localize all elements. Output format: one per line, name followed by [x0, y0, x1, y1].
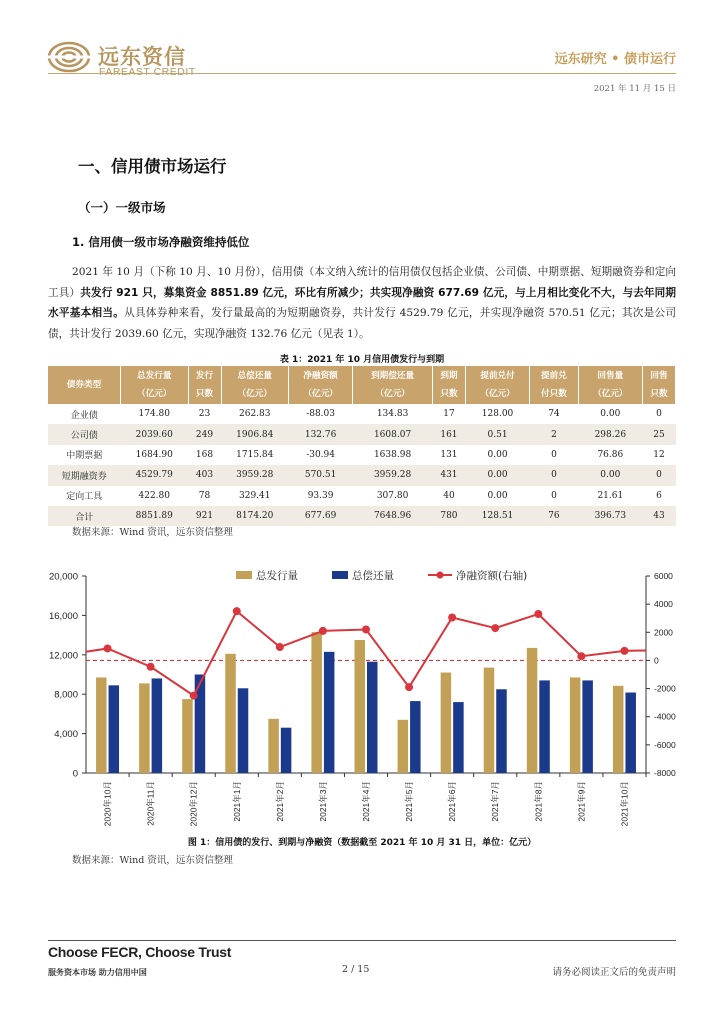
table-row [48, 486, 676, 506]
repayment-bar [496, 689, 507, 773]
issuance-bar [355, 640, 366, 773]
table-cell: 2 [530, 424, 579, 444]
table-header-cell [353, 366, 433, 404]
table-cell: 396.73 [578, 506, 642, 526]
header-line: 只数 [195, 389, 214, 399]
table-cell: 1684.90 [135, 449, 173, 460]
x-tick-label: 2021年10月 [619, 781, 630, 827]
table-row [48, 424, 676, 444]
header-line: 债券类型 [66, 380, 102, 390]
issuance-bar [268, 719, 279, 773]
footer-slogan: Choose FECR, Choose Trust [48, 944, 232, 960]
table-cell: 3959.28 [353, 465, 433, 485]
logo-text: 远东资信 [98, 45, 186, 69]
repayment-bar [238, 688, 249, 773]
right-tick-label: 0 [654, 655, 659, 666]
table-cell: 921 [188, 506, 221, 526]
bond-type-cell: 中期票据 [66, 451, 103, 462]
issuance-bar [613, 686, 624, 773]
table-header-cell [642, 366, 675, 404]
bond-type-cell: 企业债 [70, 410, 98, 421]
issuance-bar [96, 677, 107, 773]
table-cell: 21.61 [597, 490, 624, 501]
header-line: 只数 [440, 389, 458, 399]
header-line: 总偿还量 [237, 371, 272, 381]
table-header-cell [578, 366, 642, 404]
legend-label: 总发行量 [256, 570, 298, 582]
table-cell: 8174.20 [221, 506, 289, 526]
header-line: （亿元） [237, 389, 272, 399]
table-cell: 0.00 [578, 465, 642, 485]
logo-english: FAREAST CREDIT [99, 66, 196, 78]
net-financing-point [147, 663, 155, 671]
table-cell: 7648.96 [353, 506, 433, 526]
table-cell: 0.00 [465, 465, 529, 485]
legend-marker [437, 572, 444, 579]
header-line: 净融资额 [303, 371, 338, 381]
report-tag: 远东研究 • 债市运行 [554, 52, 676, 67]
x-tick-label: 2021年8月 [533, 781, 544, 822]
right-tick-label: -8000 [654, 768, 676, 778]
header-divider [48, 73, 676, 74]
left-tick-label: 12,000 [48, 650, 78, 662]
bond-type-cell: 公司债 [48, 424, 121, 444]
table-cell: 2039.60 [121, 424, 189, 444]
net-financing-point [276, 643, 284, 651]
table-row [48, 445, 676, 465]
repayment-bar [582, 680, 593, 773]
table-row [48, 404, 676, 424]
table-cell: 0 [551, 490, 557, 501]
header-line: 到期偿还量 [371, 371, 415, 381]
table-header-cell [530, 366, 579, 404]
left-tick-label: 4,000 [54, 729, 78, 741]
repayment-bar [539, 680, 550, 773]
table-cell: 12 [653, 449, 665, 460]
table-cell: -30.94 [306, 449, 335, 460]
repayment-bar [367, 662, 378, 773]
table-cell: 132.76 [289, 424, 353, 444]
table-cell: 307.80 [376, 490, 409, 501]
header-line: 到期 [440, 371, 458, 381]
issuance-bar [182, 699, 193, 773]
table-cell: 174.80 [138, 409, 170, 420]
table-cell: 43 [642, 506, 675, 526]
table-cell: 0 [530, 465, 579, 485]
header-line: 提前兑付 [480, 371, 515, 381]
repayment-bar [410, 701, 421, 773]
table-cell: 780 [432, 506, 465, 526]
issuance-bar [398, 720, 409, 773]
table-cell: 76 [530, 506, 579, 526]
table-cell: 161 [432, 424, 465, 444]
table-cell: 76.86 [597, 449, 624, 460]
x-tick-label: 2021年1月 [231, 781, 242, 822]
para-text-1: 2021 年 10 月（下称 10 月、10 月份），信用债（本文纳入统计的信用债仅包括企业债、公司债、中期票据、短期融资券和定向工具） [48, 266, 676, 299]
x-tick-label: 2021年6月 [447, 781, 458, 822]
right-tick-label: 6000 [654, 571, 673, 581]
repayment-bar [152, 678, 163, 773]
table-cell: 128.51 [465, 506, 529, 526]
table-cell: 4529.79 [121, 465, 189, 485]
table-cell: 17 [443, 409, 455, 420]
header-line: （亿元） [303, 389, 338, 399]
table-cell: 0 [656, 409, 662, 420]
issuance-bar [139, 683, 150, 773]
table-cell: 0 [551, 449, 557, 460]
issuance-bar [225, 654, 236, 773]
body-paragraph [48, 262, 676, 344]
footer-subslogan: 服务资本市场 助力信用中国 [48, 968, 147, 977]
header-line: （亿元） [137, 389, 172, 399]
table-header-cell [289, 366, 353, 404]
net-financing-point [233, 607, 241, 615]
issuance-bar [570, 677, 581, 773]
table-cell: 6 [656, 490, 662, 501]
net-financing-point [405, 683, 413, 691]
x-tick-label: 2020年10月 [102, 781, 113, 827]
legend-swatch [332, 571, 348, 579]
table-cell: 1638.98 [373, 449, 412, 460]
header-line: （亿元） [593, 389, 628, 399]
issuance-chart [0, 560, 724, 832]
table-header-cell [188, 366, 221, 404]
x-tick-label: 2021年2月 [274, 781, 285, 822]
subsection-heading: （一）一级市场 [78, 200, 166, 215]
right-tick-label: 2000 [654, 627, 673, 638]
net-financing-point [620, 647, 628, 655]
table-header-cell [221, 366, 289, 404]
bond-type-cell: 合计 [48, 506, 121, 526]
header-line: 只数 [650, 389, 668, 399]
table-cell: 25 [642, 424, 675, 444]
table-caption: 表 1：2021 年 10 月信用债发行与到期 [279, 355, 445, 365]
table-cell: 1715.84 [236, 449, 274, 460]
table-cell: 403 [188, 465, 221, 485]
table-cell: 0.00 [487, 490, 508, 501]
right-tick-label: -6000 [654, 739, 676, 750]
figure-caption: 图 1：信用债的发行、到期与净融资（数据截至 2021 年 10 月 31 日，单位：亿元） [187, 838, 537, 848]
table-cell: 0.00 [487, 449, 508, 460]
header-line: 发行 [195, 371, 214, 381]
table-cell: 134.83 [376, 409, 409, 420]
x-tick-label: 2020年11月 [145, 781, 156, 826]
repayment-bar [625, 693, 636, 773]
net-financing-point [362, 625, 370, 633]
left-tick-label: 0 [72, 768, 78, 780]
report-date: 2021 年 11 月 15 日 [593, 84, 676, 94]
bond-issuance-table [48, 366, 676, 526]
net-financing-point [577, 652, 585, 660]
legend-label: 总偿还量 [352, 570, 394, 582]
table-cell: 329.41 [239, 490, 271, 501]
right-tick-label: -4000 [654, 711, 676, 722]
table-cell: 168 [195, 449, 214, 460]
legend-label: 净融资额(右轴) [456, 570, 528, 582]
table-row [48, 465, 676, 485]
fareast-logo-icon [46, 40, 92, 74]
footer-divider [48, 940, 676, 941]
issuance-bar [527, 648, 538, 773]
table-cell: 74 [548, 409, 560, 420]
para-bold-text: 共发行 921 只，募集资金 8851.89 亿元，环比有所减少；共实现净融资 677.69 亿元，与上月相比变化不大，与去年同期水平基本相当。 [48, 286, 677, 320]
left-tick-label: 16,000 [48, 610, 78, 622]
net-financing-point [534, 610, 542, 618]
net-financing-point [104, 644, 112, 652]
table-cell: 431 [432, 465, 465, 485]
repayment-bar [453, 702, 464, 773]
table-cell: 298.26 [578, 424, 642, 444]
net-financing-point [491, 624, 499, 632]
topic-heading: 1. 信用债一级市场净融资维持低位 [72, 235, 250, 249]
header-line: 付只数 [541, 389, 567, 399]
table-cell: 128.00 [481, 409, 514, 420]
table-cell: 40 [443, 490, 455, 501]
para-text-2: 从具体券种来看，发行量最高的为短期融资券，共计发行 4529.79 亿元，并实现净融资 570.51 亿元；其次是公司债，共计发行 2039.60 亿元，实现净融资 132.76 亿元（见表 1）。 [48, 307, 677, 340]
table-cell: 677.69 [289, 506, 353, 526]
table-source: 数据来源：Wind 资讯，远东资信整理 [72, 527, 233, 538]
header-line: （亿元） [480, 389, 515, 399]
bond-type-cell: 短期融资券 [48, 465, 121, 485]
table-cell: 3959.28 [221, 465, 289, 485]
x-tick-label: 2021年4月 [361, 781, 371, 822]
table-header-cell [465, 366, 529, 404]
net-financing-point [448, 614, 456, 622]
table-cell: 1608.07 [353, 424, 433, 444]
header-line: 总发行量 [137, 371, 172, 381]
table-cell: 262.83 [239, 409, 271, 420]
table-cell: -88.03 [306, 409, 335, 420]
net-financing-point [319, 627, 327, 635]
table-cell: 1906.84 [221, 424, 289, 444]
disclaimer-note: 请务必阅读正文后的免责声明 [552, 967, 676, 978]
table-header-cell [432, 366, 465, 404]
table-cell: 570.51 [289, 465, 353, 485]
table-cell: 422.80 [138, 490, 170, 501]
table-cell: 0.00 [600, 409, 621, 420]
net-financing-line [86, 611, 646, 695]
page-number: 2 / 15 [342, 964, 370, 975]
x-tick-label: 2021年9月 [576, 781, 587, 822]
table-header-cell [48, 366, 121, 404]
table-cell: 93.39 [307, 490, 334, 501]
table-cell: 8851.89 [121, 506, 189, 526]
x-tick-label: 2021年5月 [404, 781, 415, 822]
legend-swatch [236, 571, 252, 579]
left-tick-label: 20,000 [48, 571, 78, 583]
repayment-bar [324, 652, 335, 773]
table-header-cell [121, 366, 189, 404]
table-cell: 131 [440, 449, 458, 460]
issuance-bar [441, 673, 452, 773]
table-header-row [48, 366, 676, 404]
header-line: 回售 [650, 371, 668, 381]
table-cell: 78 [198, 490, 211, 501]
header-line: 回售量 [597, 371, 624, 381]
left-tick-label: 8,000 [54, 689, 78, 701]
table-cell: 0 [642, 465, 675, 485]
header-line: 提前兑 [541, 371, 567, 381]
right-tick-label: -2000 [654, 683, 676, 694]
chart-source: 数据来源：Wind 资讯，远东资信整理 [72, 855, 233, 866]
table-cell: 0.51 [465, 424, 529, 444]
x-tick-label: 2020年12月 [188, 781, 199, 827]
right-tick-label: 4000 [654, 599, 673, 610]
bond-type-cell: 定向工具 [66, 492, 103, 503]
issuance-bar [311, 632, 322, 773]
x-tick-label: 2021年3月 [317, 781, 328, 822]
table-cell: 249 [188, 424, 221, 444]
table-cell: 23 [198, 409, 211, 420]
net-financing-point [190, 692, 198, 700]
issuance-bar [484, 668, 495, 773]
repayment-bar [281, 728, 292, 773]
header-line: （亿元） [375, 389, 410, 399]
x-tick-label: 2021年7月 [490, 781, 501, 822]
repayment-bar [109, 685, 120, 773]
section-heading: 一、信用债市场运行 [78, 157, 227, 176]
